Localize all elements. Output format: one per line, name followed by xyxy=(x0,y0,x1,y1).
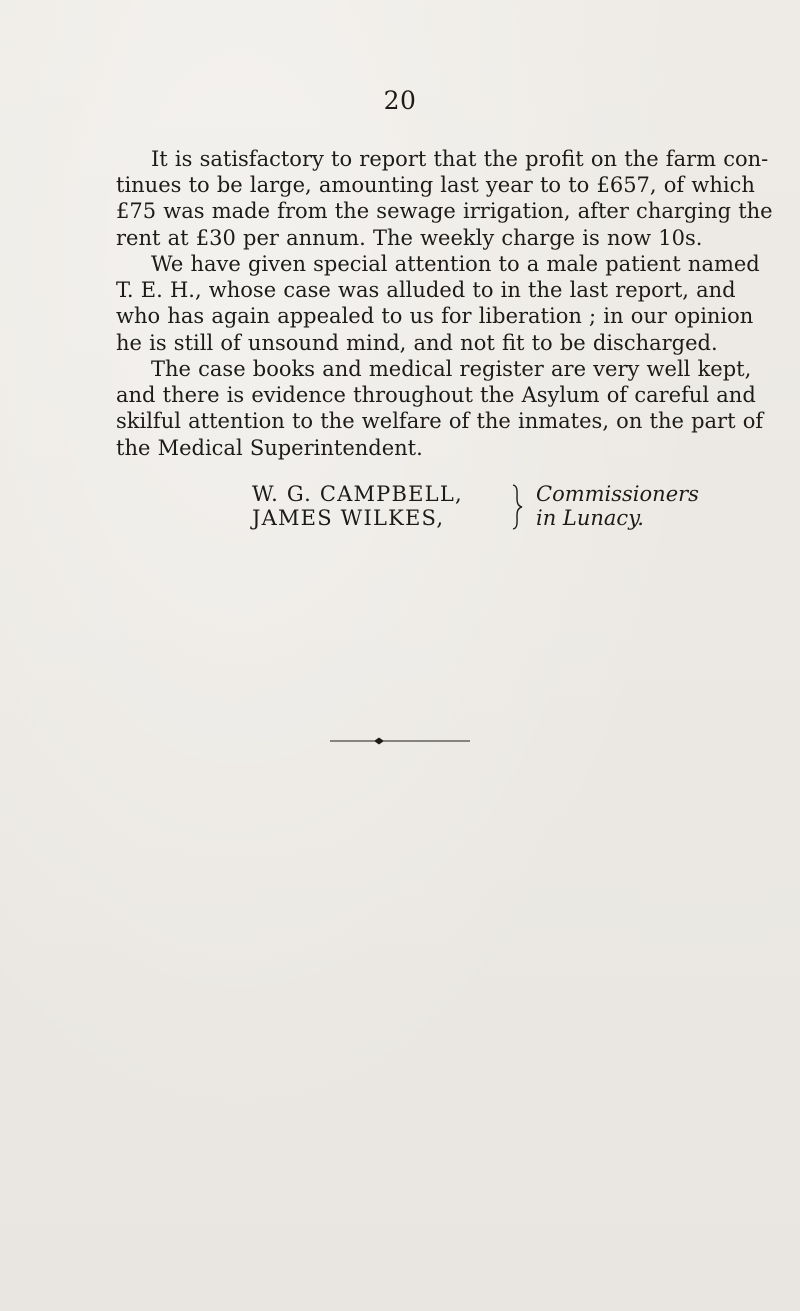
page-number: 20 xyxy=(383,86,417,115)
section-rule-divider xyxy=(330,735,470,747)
text-line: who has again appealed to us for liberation ; in our opinion xyxy=(116,304,754,329)
paragraph-case-books xyxy=(116,356,764,461)
text-line: rent at £30 per annum. The weekly charge is now 10s. xyxy=(116,225,703,250)
text-line: £75 was made from the sewage irrigation, after charging the xyxy=(116,199,773,224)
signatory-title-line: Commissioners xyxy=(536,482,699,506)
signatory-title-line: in Lunacy. xyxy=(536,506,644,530)
signatory-name: W. G. CAMPBELL, xyxy=(252,482,463,506)
text-line: he is still of unsound mind, and not fit to be discharged. xyxy=(116,330,718,355)
signatory-title xyxy=(536,482,699,530)
text-line: the Medical Superintendent. xyxy=(116,435,423,460)
text-line: The case books and medical register are very well kept, xyxy=(151,357,752,381)
paragraph-farm-profit xyxy=(116,146,773,251)
text-line: We have given special attention to a male patient named xyxy=(151,252,760,276)
brace-icon xyxy=(510,484,524,530)
text-line: tinues to be large, amounting last year to to £657, of which xyxy=(116,173,755,198)
text-line: It is satisfactory to report that the profit on the farm con- xyxy=(151,147,769,171)
signatory-name: JAMES WILKES, xyxy=(252,506,445,530)
paragraph-male-patient xyxy=(116,251,760,356)
diamond-ornament-icon xyxy=(374,738,384,745)
text-line: T. E. H., whose case was alluded to in the last report, and xyxy=(116,278,736,303)
text-line: skilful attention to the welfare of the inmates, on the part of xyxy=(116,409,764,434)
text-line: and there is evidence throughout the Asylum of careful and xyxy=(116,383,756,408)
signatory-names xyxy=(252,482,463,530)
